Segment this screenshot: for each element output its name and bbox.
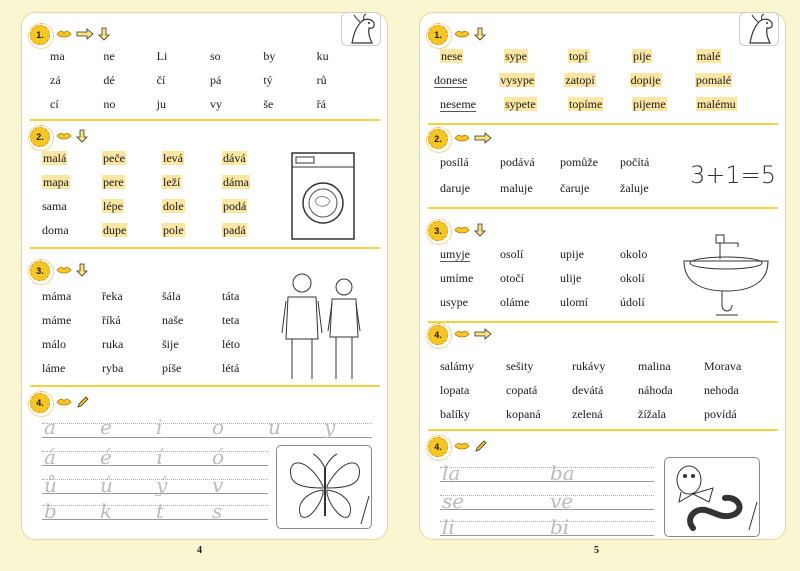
word: pere [103, 175, 124, 189]
pencil-icon [474, 439, 488, 453]
word: čaruje [560, 181, 590, 195]
tracing-letter: é [100, 445, 112, 469]
word: zelená [572, 407, 603, 421]
word-row [440, 155, 680, 170]
lips-icon [454, 27, 470, 41]
syllable: cí [50, 97, 59, 111]
word-row [42, 199, 282, 214]
sink-icon [680, 233, 772, 317]
word-row [42, 151, 282, 166]
word-row [440, 247, 680, 262]
writing-guide-line [42, 437, 372, 438]
word: salámy [440, 359, 474, 373]
tracing-letter: ů [44, 473, 57, 497]
syllable: rů [316, 73, 327, 87]
word: sama [42, 199, 67, 213]
arrow-right-icon [474, 131, 492, 145]
writing-guide-line [42, 479, 268, 480]
writing-guide-line [440, 535, 654, 536]
sun-badge-icon: 3. [428, 221, 448, 241]
tracing-letter: bi [550, 515, 570, 539]
tracing-letter: i [156, 415, 163, 439]
word-row [440, 181, 680, 196]
worm-icon [664, 457, 760, 537]
word: balíky [440, 407, 470, 421]
word-row [42, 313, 282, 328]
tracing-letter: ú [100, 473, 113, 497]
writing-guide-line [42, 451, 268, 452]
syllable: še [263, 97, 274, 111]
tracing-letter: li [442, 515, 455, 539]
word: povídá [704, 407, 737, 421]
word: ulije [560, 271, 582, 285]
word: copatá [506, 383, 538, 397]
syllable: vy [209, 97, 222, 111]
sun-badge-icon: 3. [30, 261, 50, 281]
word: leží [163, 175, 181, 189]
sun-badge-icon: 1. [428, 25, 448, 45]
word: devátá [572, 383, 604, 397]
word: ulomí [560, 295, 589, 309]
word: usype [440, 295, 468, 309]
washing-machine-icon [290, 151, 356, 243]
lips-icon [56, 263, 72, 277]
writing-guide-line [42, 519, 268, 520]
word: pijeme [633, 97, 666, 111]
word: lopata [440, 383, 470, 397]
sun-badge-icon: 4. [428, 325, 448, 345]
section-divider [30, 385, 380, 387]
word-row [440, 407, 770, 422]
section-divider [428, 123, 778, 125]
children-icon [280, 269, 370, 385]
writing-guide-line [440, 495, 654, 496]
word: máma [42, 289, 72, 303]
syllable-row [50, 49, 370, 64]
tracing-letter: ý [156, 473, 168, 497]
tracing-letter: s [212, 499, 223, 523]
lips-icon [454, 131, 470, 145]
word: Morava [704, 359, 742, 373]
word-row [440, 359, 770, 374]
math-equation: 3+1=5 [690, 161, 777, 189]
pencil-icon [76, 395, 90, 409]
word: nehoda [704, 383, 739, 397]
word: málo [42, 337, 66, 351]
writing-guide-line [440, 509, 654, 510]
word-row [440, 295, 680, 310]
syllable: čí [156, 73, 166, 87]
tracing-letter: v [212, 473, 224, 497]
word: řeka [102, 289, 123, 303]
word: léto [222, 337, 240, 351]
syllable: ju [156, 97, 166, 111]
word: láme [42, 361, 66, 375]
word: dává [223, 151, 246, 165]
syllable: tý [263, 73, 273, 87]
arrow-down-icon [474, 27, 486, 41]
word: mapa [43, 175, 69, 189]
word: malému [697, 97, 736, 111]
word: upije [560, 247, 584, 261]
tracing-letter: la [442, 461, 461, 485]
exercise-3 [30, 261, 380, 389]
word: nese [441, 49, 463, 63]
exercise-3 [428, 221, 778, 325]
tracing-letter: u [268, 415, 281, 439]
syllable: řá [316, 97, 326, 111]
word: zatopí [565, 73, 595, 87]
word-row [440, 49, 760, 64]
syllable: zá [50, 73, 61, 87]
butterfly-icon [276, 445, 372, 529]
tracing-letter: a [44, 415, 56, 439]
syllable: no [103, 97, 116, 111]
word-row [42, 223, 282, 238]
word: posílá [440, 155, 469, 169]
word: peče [103, 151, 125, 165]
word: vysype [500, 73, 535, 87]
lips-icon [454, 439, 470, 453]
page-number: 4 [197, 545, 202, 556]
syllable: so [209, 49, 221, 63]
tracing-letter: se [442, 489, 465, 513]
word: náhoda [638, 383, 673, 397]
syllable: ku [316, 49, 329, 63]
word: táta [222, 289, 240, 303]
word: pole [163, 223, 184, 237]
word-row [434, 73, 760, 88]
word: sypete [505, 97, 536, 111]
section-divider [428, 207, 778, 209]
writing-guide-line [440, 467, 654, 468]
arrow-right-icon [474, 327, 492, 341]
syllable: ma [50, 49, 65, 63]
lips-icon [56, 129, 72, 143]
word: létá [222, 361, 240, 375]
syllable-row [50, 97, 370, 112]
sun-badge-icon: 2. [428, 129, 448, 149]
word: žaluje [620, 181, 649, 195]
exercise-2 [30, 127, 380, 251]
tracing-letter: í [156, 445, 163, 469]
writing-guide-line [42, 423, 372, 424]
word: oláme [500, 295, 530, 309]
word: dopije [630, 73, 661, 87]
word: pomalé [695, 73, 732, 87]
word: daruje [440, 181, 470, 195]
word: neseme [440, 97, 476, 111]
word-row [42, 337, 282, 352]
tracing-letter: k [100, 499, 113, 523]
exercise-4-writing [30, 393, 380, 537]
word: žížala [638, 407, 666, 421]
arrow-right-icon [76, 27, 94, 41]
word-row [440, 271, 680, 286]
lips-icon [56, 27, 72, 41]
exercise-4 [428, 325, 778, 429]
word: padá [223, 223, 246, 237]
word: rukávy [572, 359, 606, 373]
word: otočí [500, 271, 524, 285]
word: sype [505, 49, 527, 63]
word: počítá [620, 155, 650, 169]
arrow-down-icon [76, 129, 88, 143]
lips-icon [454, 327, 470, 341]
tracing-letter: ó [212, 445, 225, 469]
word: pomůže [560, 155, 598, 169]
word: malá [43, 151, 67, 165]
syllable: Li [156, 49, 168, 63]
word-row [42, 175, 282, 190]
word-row [42, 361, 282, 376]
word: maluje [500, 181, 533, 195]
word: máme [42, 313, 72, 327]
writing-guide-line [440, 521, 654, 522]
word: malé [697, 49, 721, 63]
writing-guide-line [42, 465, 268, 466]
section-divider [428, 321, 778, 323]
word: dupe [103, 223, 127, 237]
word-row [440, 97, 760, 112]
word: ruka [102, 337, 124, 351]
writing-guide-line [42, 505, 268, 506]
word-row [440, 383, 770, 398]
syllable: ne [103, 49, 115, 63]
word: lépe [103, 199, 123, 213]
word: umíme [440, 271, 474, 285]
word: šála [162, 289, 181, 303]
lips-icon [454, 223, 470, 237]
left-page [21, 12, 388, 540]
word: topí [569, 49, 588, 63]
word: pije [633, 49, 651, 63]
word: naše [162, 313, 184, 327]
word: donese [434, 73, 468, 87]
lips-icon [56, 395, 72, 409]
word: umyje [440, 247, 470, 261]
word: osolí [500, 247, 524, 261]
tracing-letter: ba [550, 461, 575, 485]
word: dáma [223, 175, 249, 189]
exercise-4-writing [428, 437, 778, 537]
tracing-letter: ve [550, 489, 574, 513]
tracing-letter: á [44, 445, 56, 469]
sun-badge-icon: 4. [428, 437, 448, 457]
word: ryba [102, 361, 124, 375]
tracing-letter: b [44, 499, 57, 523]
sun-badge-icon: 1. [30, 25, 50, 45]
word: podává [500, 155, 535, 169]
right-page [419, 12, 786, 540]
exercise-2 [428, 129, 778, 209]
tracing-letter: e [100, 415, 112, 439]
arrow-down-icon [474, 223, 486, 237]
word: píše [162, 361, 182, 375]
word: dole [163, 199, 184, 213]
section-divider [428, 429, 778, 431]
word: podá [223, 199, 247, 213]
word: doma [42, 223, 69, 237]
word: říká [102, 313, 121, 327]
arrow-down-icon [76, 263, 88, 277]
sun-badge-icon: 2. [30, 127, 50, 147]
syllable: dé [103, 73, 115, 87]
tracing-letter: o [212, 415, 225, 439]
section-divider [30, 119, 380, 121]
word: údolí [620, 295, 645, 309]
word: okolo [620, 247, 648, 261]
tracing-letter: t [156, 499, 165, 523]
writing-guide-line [42, 493, 268, 494]
word: okolí [620, 271, 645, 285]
word-row [42, 289, 282, 304]
writing-guide-line [440, 481, 654, 482]
word: sešity [506, 359, 534, 373]
word: topíme [569, 97, 603, 111]
page-number: 5 [594, 545, 599, 556]
word: teta [222, 313, 240, 327]
word: malina [638, 359, 671, 373]
word: šije [162, 337, 179, 351]
syllable: pá [209, 73, 222, 87]
sun-badge-icon: 4. [30, 393, 50, 413]
word: kopaná [506, 407, 541, 421]
word: levá [163, 151, 183, 165]
exercise-1 [428, 25, 778, 133]
syllable-row [50, 73, 370, 88]
tracing-letter: y [324, 415, 336, 439]
section-divider [30, 247, 380, 249]
arrow-down-icon [98, 27, 110, 41]
syllable: by [263, 49, 276, 63]
exercise-1 [30, 25, 380, 125]
